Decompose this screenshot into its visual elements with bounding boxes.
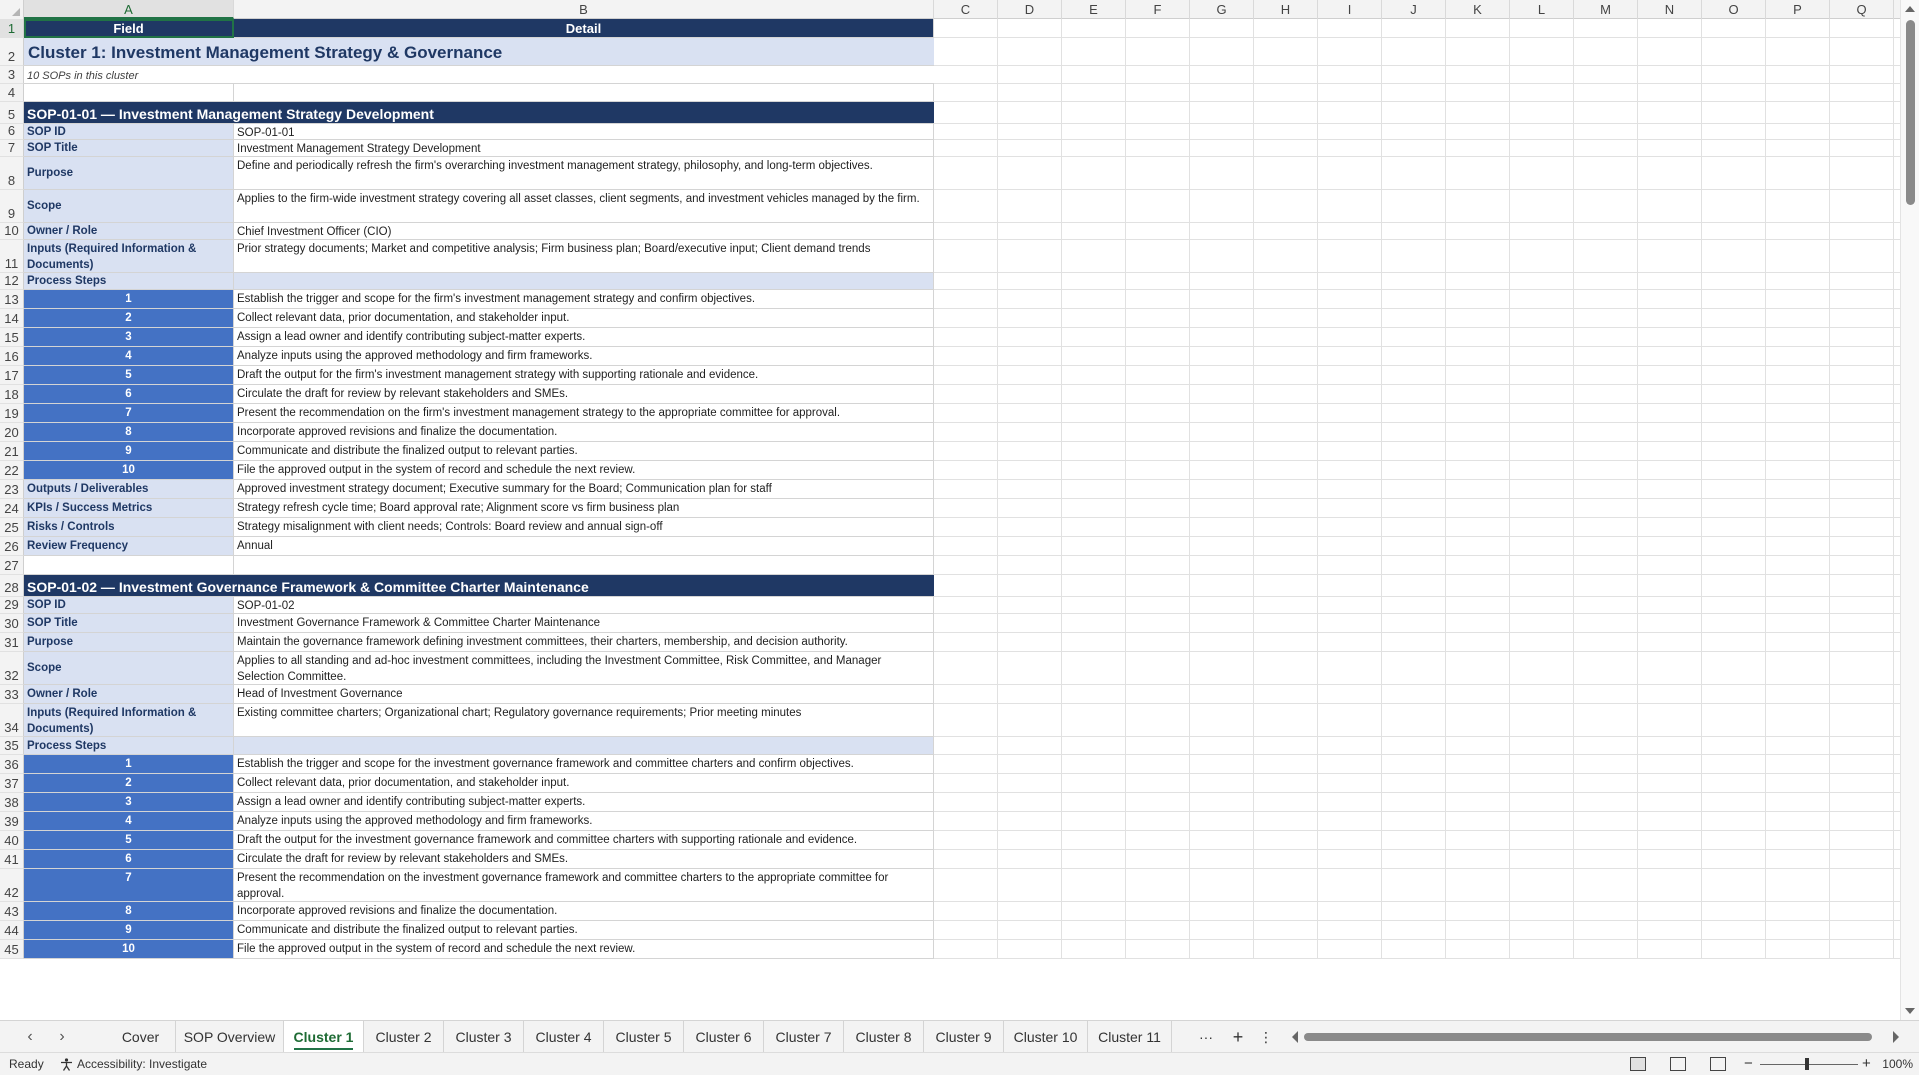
column-header-i[interactable]: I <box>1318 0 1382 19</box>
empty-cells[interactable] <box>934 404 1900 423</box>
more-sheets-icon[interactable]: ··· <box>1199 1029 1213 1045</box>
sheet-row <box>0 102 1900 124</box>
column-header-b[interactable]: B <box>234 0 934 19</box>
step-number-cell[interactable]: 6 <box>24 850 234 869</box>
sheet-row <box>0 140 1900 157</box>
scroll-down-arrow-icon[interactable] <box>1905 1008 1915 1014</box>
cluster-title-cell[interactable]: Cluster 1: Investment Management Strategy & Governance <box>24 38 934 66</box>
row-number[interactable]: 1 <box>0 19 24 38</box>
step-text-cell[interactable]: Establish the trigger and scope for the investment governance framework and committee charters and confirm objectives. <box>234 755 934 774</box>
sheet-tab-label: Cover <box>121 1029 160 1045</box>
sheet-row <box>0 223 1900 240</box>
step-number-cell[interactable]: 10 <box>24 461 234 480</box>
accessibility-button[interactable] <box>60 1057 207 1071</box>
zoom-in-icon[interactable]: + <box>1862 1055 1871 1072</box>
row-number[interactable]: 6 <box>0 124 24 140</box>
row-number[interactable]: 9 <box>0 190 24 223</box>
blank-cell[interactable] <box>24 84 234 102</box>
row-number[interactable]: 45 <box>0 940 24 959</box>
field-label-cell[interactable]: Scope <box>24 652 234 685</box>
sheet-tab-cluster-8[interactable] <box>844 1021 924 1053</box>
sheet-tab-cluster-2[interactable] <box>364 1021 444 1053</box>
vertical-scrollbar[interactable] <box>1900 0 1919 1020</box>
sheet-row <box>0 366 1900 385</box>
field-label-cell[interactable]: Purpose <box>24 633 234 652</box>
scroll-right-arrow-icon[interactable] <box>1893 1031 1899 1043</box>
sheet-tab-label: Cluster 3 <box>455 1029 512 1045</box>
field-label-cell[interactable]: Inputs (Required Information & Documents) <box>24 704 234 737</box>
field-value-cell[interactable]: Existing committee charters; Organizational chart; Regulatory governance requirements; Prior meeting minutes <box>234 704 934 737</box>
step-text-cell[interactable]: Communicate and distribute the finalized output to relevant parties. <box>234 921 934 940</box>
step-number-cell[interactable]: 2 <box>24 309 234 328</box>
cluster-note-cell[interactable]: 10 SOPs in this cluster <box>24 66 934 84</box>
column-header-k[interactable]: K <box>1446 0 1510 19</box>
row-number[interactable]: 26 <box>0 537 24 556</box>
empty-cells[interactable] <box>934 290 1900 309</box>
sheet-row <box>0 124 1900 140</box>
row-number[interactable]: 10 <box>0 223 24 240</box>
row-number[interactable]: 43 <box>0 902 24 921</box>
empty-cells[interactable] <box>934 499 1900 518</box>
sheet-tab-cluster-10[interactable] <box>1004 1021 1088 1053</box>
sheet-row <box>0 240 1900 273</box>
step-text-cell[interactable]: Establish the trigger and scope for the firm's investment management strategy and confirm objectives. <box>234 290 934 309</box>
row-number[interactable]: 8 <box>0 157 24 190</box>
row-number[interactable]: 15 <box>0 328 24 347</box>
row-number[interactable]: 27 <box>0 556 24 575</box>
field-label-cell[interactable]: KPIs / Success Metrics <box>24 499 234 518</box>
sheet-row <box>0 309 1900 328</box>
select-all-corner[interactable] <box>0 0 24 19</box>
horizontal-scrollbar[interactable] <box>1292 1031 1899 1043</box>
sheet-tab-label: Cluster 7 <box>775 1029 832 1045</box>
step-number-cell[interactable]: 9 <box>24 921 234 940</box>
column-header-f[interactable]: F <box>1126 0 1190 19</box>
sheet-row <box>0 633 1900 652</box>
step-text-cell[interactable]: Communicate and distribute the finalized output to relevant parties. <box>234 442 934 461</box>
row-number[interactable]: 31 <box>0 633 24 652</box>
step-number-cell[interactable]: 7 <box>24 404 234 423</box>
field-label-cell[interactable]: Review Frequency <box>24 537 234 556</box>
column-header-c[interactable]: C <box>934 0 998 19</box>
field-value-cell[interactable]: Define and periodically refresh the firm's overarching investment management strategy, philosophy, and long-term objectives. <box>234 157 934 190</box>
row-number[interactable]: 36 <box>0 755 24 774</box>
step-number-cell[interactable]: 7 <box>24 869 234 902</box>
sheet-row <box>0 66 1900 84</box>
empty-cells[interactable] <box>934 537 1900 556</box>
sheet-tab-cluster-6[interactable] <box>684 1021 764 1053</box>
accessibility-label: Accessibility: Investigate <box>77 1057 208 1071</box>
sheet-row <box>0 190 1900 223</box>
field-value-cell[interactable]: SOP-01-01 <box>234 124 934 140</box>
vertical-scroll-thumb[interactable] <box>1906 20 1915 205</box>
step-text-cell[interactable]: Analyze inputs using the approved methodology and firm frameworks. <box>234 812 934 831</box>
empty-cells[interactable] <box>934 633 1900 652</box>
process-steps-label-cell[interactable]: Process Steps <box>24 273 234 290</box>
row-number[interactable]: 20 <box>0 423 24 442</box>
empty-cells[interactable] <box>934 480 1900 499</box>
field-label-cell[interactable]: Purpose <box>24 157 234 190</box>
empty-cells[interactable] <box>934 850 1900 869</box>
column-header-o[interactable]: O <box>1702 0 1766 19</box>
empty-cells[interactable] <box>934 366 1900 385</box>
field-header-cell[interactable]: Field <box>24 19 234 38</box>
sheet-row <box>0 499 1900 518</box>
sheet-row <box>0 869 1900 902</box>
sheet-tab-bar <box>0 1020 1919 1052</box>
sheet-row <box>0 685 1900 704</box>
sheet-row <box>0 38 1900 66</box>
empty-cells[interactable] <box>934 755 1900 774</box>
blank-cell[interactable] <box>234 84 934 102</box>
status-ready: Ready <box>9 1057 44 1071</box>
step-text-cell[interactable]: Collect relevant data, prior documentation, and stakeholder input. <box>234 774 934 793</box>
field-value-cell[interactable]: Annual <box>234 537 934 556</box>
sheet-row <box>0 347 1900 366</box>
sheet-row <box>0 518 1900 537</box>
step-text-cell[interactable]: Collect relevant data, prior documentation, and stakeholder input. <box>234 309 934 328</box>
page-break-view-icon[interactable] <box>1710 1057 1726 1071</box>
empty-cells[interactable] <box>934 124 1900 140</box>
field-value-cell[interactable]: Chief Investment Officer (CIO) <box>234 223 934 240</box>
sheet-tab-label: Cluster 2 <box>375 1029 432 1045</box>
field-label-cell[interactable]: SOP Title <box>24 140 234 157</box>
field-label-cell[interactable]: Scope <box>24 190 234 223</box>
row-number[interactable]: 4 <box>0 84 24 102</box>
step-text-cell[interactable]: File the approved output in the system of record and schedule the next review. <box>234 461 934 480</box>
column-header-p[interactable]: P <box>1766 0 1830 19</box>
step-text-cell[interactable]: Present the recommendation on the firm's investment management strategy to the appropriate committee for approval. <box>234 404 934 423</box>
column-header-l[interactable]: L <box>1510 0 1574 19</box>
sop-header-cell[interactable]: SOP-01-01 — Investment Management Strategy Development <box>24 102 934 124</box>
column-header-e[interactable]: E <box>1062 0 1126 19</box>
empty-cells[interactable] <box>934 347 1900 366</box>
field-value-cell[interactable]: Maintain the governance framework defining investment committees, their charters, membership, and decision authority. <box>234 633 934 652</box>
step-number-cell[interactable]: 3 <box>24 793 234 812</box>
empty-cells[interactable] <box>934 704 1900 737</box>
empty-cells[interactable] <box>934 518 1900 537</box>
field-label-cell[interactable]: Risks / Controls <box>24 518 234 537</box>
sheet-tab-cluster-4[interactable] <box>524 1021 604 1053</box>
sheet-tab-label: Cluster 1 <box>294 1029 354 1050</box>
empty-cells[interactable] <box>934 328 1900 347</box>
row-number[interactable]: 38 <box>0 793 24 812</box>
sheet-row <box>0 831 1900 850</box>
sheet-row <box>0 442 1900 461</box>
add-sheet-icon[interactable]: + <box>1232 1027 1244 1047</box>
process-steps-label-cell[interactable]: Process Steps <box>24 737 234 755</box>
step-number-cell[interactable]: 5 <box>24 831 234 850</box>
column-header-n[interactable]: N <box>1638 0 1702 19</box>
step-number-cell[interactable]: 5 <box>24 366 234 385</box>
sheet-row <box>0 404 1900 423</box>
empty-cells[interactable] <box>934 812 1900 831</box>
empty-cells[interactable] <box>934 157 1900 190</box>
step-number-cell[interactable]: 1 <box>24 755 234 774</box>
row-number[interactable]: 21 <box>0 442 24 461</box>
field-value-cell[interactable]: Investment Management Strategy Development <box>234 140 934 157</box>
sheet-row <box>0 273 1900 290</box>
sheet-tab-label: Cluster 4 <box>535 1029 592 1045</box>
spreadsheet-grid[interactable] <box>0 19 1900 1020</box>
column-header-g[interactable]: G <box>1190 0 1254 19</box>
step-text-cell[interactable]: File the approved output in the system of record and schedule the next review. <box>234 940 934 959</box>
row-number[interactable]: 39 <box>0 812 24 831</box>
step-number-cell[interactable]: 9 <box>24 442 234 461</box>
empty-cells[interactable] <box>934 309 1900 328</box>
status-bar <box>0 1052 1919 1075</box>
row-number[interactable]: 11 <box>0 240 24 273</box>
zoom-level[interactable]: 100% <box>1882 1057 1913 1071</box>
empty-cells[interactable] <box>934 240 1900 273</box>
sheet-row <box>0 157 1900 190</box>
step-number-cell[interactable]: 2 <box>24 774 234 793</box>
row-number[interactable]: 14 <box>0 309 24 328</box>
blank-cell[interactable] <box>24 556 234 575</box>
empty-cells[interactable] <box>934 774 1900 793</box>
empty-cells[interactable] <box>934 84 1900 102</box>
sheet-tab-cluster-9[interactable] <box>924 1021 1004 1053</box>
row-number[interactable]: 17 <box>0 366 24 385</box>
empty-cells[interactable] <box>934 461 1900 480</box>
tab-options-icon[interactable]: ⋮ <box>1259 1029 1273 1045</box>
column-header-j[interactable]: J <box>1382 0 1446 19</box>
field-label-cell[interactable]: Inputs (Required Information & Documents) <box>24 240 234 273</box>
empty-cells[interactable] <box>934 685 1900 704</box>
row-number[interactable]: 33 <box>0 685 24 704</box>
empty-cells[interactable] <box>934 66 1900 84</box>
sheet-row <box>0 423 1900 442</box>
step-number-cell[interactable]: 8 <box>24 423 234 442</box>
empty-cells[interactable] <box>934 423 1900 442</box>
sheet-row <box>0 575 1900 597</box>
field-value-cell[interactable]: Investment Governance Framework & Committee Charter Maintenance <box>234 614 934 633</box>
sheet-row <box>0 84 1900 102</box>
column-header-bar <box>0 0 1900 19</box>
field-label-cell[interactable]: SOP Title <box>24 614 234 633</box>
sheet-tab-label: Cluster 5 <box>615 1029 672 1045</box>
step-text-cell[interactable]: Circulate the draft for review by relevant stakeholders and SMEs. <box>234 385 934 404</box>
empty-cells[interactable] <box>934 556 1900 575</box>
step-number-cell[interactable]: 10 <box>24 940 234 959</box>
sheet-row <box>0 774 1900 793</box>
sheet-row <box>0 480 1900 499</box>
sheet-row <box>0 737 1900 755</box>
sheet-row <box>0 652 1900 685</box>
row-number[interactable]: 25 <box>0 518 24 537</box>
row-number[interactable]: 18 <box>0 385 24 404</box>
page-layout-view-icon[interactable] <box>1670 1057 1686 1071</box>
row-number[interactable]: 41 <box>0 850 24 869</box>
empty-cells[interactable] <box>934 575 1900 597</box>
row-number[interactable]: 3 <box>0 66 24 84</box>
row-number[interactable]: 42 <box>0 869 24 902</box>
field-label-cell[interactable]: Outputs / Deliverables <box>24 480 234 499</box>
empty-cells[interactable] <box>934 940 1900 959</box>
row-number[interactable]: 37 <box>0 774 24 793</box>
sheet-row <box>0 290 1900 309</box>
row-number[interactable]: 12 <box>0 273 24 290</box>
row-number[interactable]: 40 <box>0 831 24 850</box>
step-number-cell[interactable]: 8 <box>24 902 234 921</box>
zoom-slider[interactable] <box>1760 1064 1858 1065</box>
row-number[interactable]: 32 <box>0 652 24 685</box>
sheet-tab-cluster-1[interactable] <box>284 1021 364 1053</box>
empty-cells[interactable] <box>934 869 1900 902</box>
row-number[interactable]: 35 <box>0 737 24 755</box>
empty-cells[interactable] <box>934 614 1900 633</box>
sheet-row <box>0 902 1900 921</box>
process-steps-blank-cell[interactable] <box>234 737 934 755</box>
sheet-tab-label: Cluster 9 <box>935 1029 992 1045</box>
column-header-q[interactable]: Q <box>1830 0 1894 19</box>
column-header-d[interactable]: D <box>998 0 1062 19</box>
sheet-tab-cover[interactable] <box>106 1021 176 1053</box>
sheet-row <box>0 614 1900 633</box>
field-value-cell[interactable]: Approved investment strategy document; Executive summary for the Board; Communication plan for staff <box>234 480 934 499</box>
sheet-tab-label: Cluster 8 <box>855 1029 912 1045</box>
scroll-up-arrow-icon[interactable] <box>1905 6 1915 12</box>
field-label-cell[interactable]: Owner / Role <box>24 223 234 240</box>
sheet-row <box>0 921 1900 940</box>
zoom-slider-thumb[interactable] <box>1805 1058 1809 1070</box>
sheet-tab-cluster-11[interactable] <box>1088 1021 1172 1053</box>
empty-cells[interactable] <box>934 273 1900 290</box>
sheet-tab-label: SOP Overview <box>183 1029 276 1045</box>
step-number-cell[interactable]: 4 <box>24 812 234 831</box>
sheet-row <box>0 850 1900 869</box>
row-number[interactable]: 13 <box>0 290 24 309</box>
row-number[interactable]: 7 <box>0 140 24 157</box>
blank-cell[interactable] <box>234 556 934 575</box>
row-number[interactable]: 28 <box>0 575 24 597</box>
empty-cells[interactable] <box>934 793 1900 812</box>
empty-cells[interactable] <box>934 38 1900 66</box>
sheet-row <box>0 385 1900 404</box>
empty-cells[interactable] <box>934 102 1900 124</box>
sheet-row <box>0 793 1900 812</box>
detail-header-cell[interactable]: Detail <box>234 19 934 38</box>
row-number[interactable]: 34 <box>0 704 24 737</box>
step-text-cell[interactable]: Assign a lead owner and identify contributing subject-matter experts. <box>234 328 934 347</box>
sheet-row <box>0 755 1900 774</box>
accessibility-icon <box>60 1058 73 1071</box>
step-text-cell[interactable]: Draft the output for the firm's investment management strategy with supporting rationale and evidence. <box>234 366 934 385</box>
sheet-tab-label: Cluster 6 <box>695 1029 752 1045</box>
empty-cells[interactable] <box>934 921 1900 940</box>
row-number[interactable]: 23 <box>0 480 24 499</box>
empty-cells[interactable] <box>934 190 1900 223</box>
step-text-cell[interactable]: Incorporate approved revisions and finalize the documentation. <box>234 902 934 921</box>
normal-view-icon[interactable] <box>1630 1057 1646 1071</box>
step-number-cell[interactable]: 4 <box>24 347 234 366</box>
row-number[interactable]: 16 <box>0 347 24 366</box>
row-number[interactable]: 19 <box>0 404 24 423</box>
empty-cells[interactable] <box>934 223 1900 240</box>
sop-header-cell[interactable]: SOP-01-02 — Investment Governance Framework & Committee Charter Maintenance <box>24 575 934 597</box>
sheet-row <box>0 812 1900 831</box>
sheet-row <box>0 597 1900 614</box>
sheet-row <box>0 328 1900 347</box>
field-value-cell[interactable]: Prior strategy documents; Market and competitive analysis; Firm business plan; Board/executive input; Client demand trends <box>234 240 934 273</box>
field-value-cell[interactable]: Applies to all standing and ad-hoc investment committees, including the Investment Committee, Risk Committee, and Manager Selection Committee. <box>234 652 934 685</box>
row-number[interactable]: 44 <box>0 921 24 940</box>
sheet-row <box>0 19 1900 38</box>
step-number-cell[interactable]: 6 <box>24 385 234 404</box>
row-number[interactable]: 2 <box>0 38 24 66</box>
empty-cells[interactable] <box>934 902 1900 921</box>
sheet-row <box>0 940 1900 959</box>
step-text-cell[interactable]: Analyze inputs using the approved methodology and firm frameworks. <box>234 347 934 366</box>
sheet-row <box>0 537 1900 556</box>
row-number[interactable]: 30 <box>0 614 24 633</box>
empty-cells[interactable] <box>934 19 1900 38</box>
empty-cells[interactable] <box>934 442 1900 461</box>
sheet-row <box>0 556 1900 575</box>
step-text-cell[interactable]: Circulate the draft for review by relevant stakeholders and SMEs. <box>234 850 934 869</box>
field-label-cell[interactable]: SOP ID <box>24 124 234 140</box>
field-label-cell[interactable]: SOP ID <box>24 597 234 614</box>
next-sheet-chevron-icon[interactable]: › <box>59 1028 65 1045</box>
column-header-h[interactable]: H <box>1254 0 1318 19</box>
field-value-cell[interactable]: Applies to the firm-wide investment strategy covering all asset classes, client segments, and investment vehicles managed by the firm. <box>234 190 934 223</box>
column-header-a[interactable]: A <box>24 0 234 19</box>
empty-cells[interactable] <box>934 737 1900 755</box>
field-value-cell[interactable]: SOP-01-02 <box>234 597 934 614</box>
zoom-out-icon[interactable]: − <box>1744 1055 1753 1072</box>
row-number[interactable]: 29 <box>0 597 24 614</box>
column-header-m[interactable]: M <box>1574 0 1638 19</box>
field-value-cell[interactable]: Strategy refresh cycle time; Board approval rate; Alignment score vs firm business plan <box>234 499 934 518</box>
empty-cells[interactable] <box>934 140 1900 157</box>
prev-sheet-chevron-icon[interactable]: ‹ <box>27 1028 33 1045</box>
scroll-left-arrow-icon[interactable] <box>1292 1031 1298 1043</box>
field-value-cell[interactable]: Strategy misalignment with client needs; Controls: Board review and annual sign-off <box>234 518 934 537</box>
empty-cells[interactable] <box>934 385 1900 404</box>
empty-cells[interactable] <box>934 652 1900 685</box>
step-text-cell[interactable]: Assign a lead owner and identify contributing subject-matter experts. <box>234 793 934 812</box>
step-number-cell[interactable]: 3 <box>24 328 234 347</box>
process-steps-blank-cell[interactable] <box>234 273 934 290</box>
sheet-tab-label: Cluster 11 <box>1098 1029 1161 1045</box>
step-text-cell[interactable]: Draft the output for the investment governance framework and committee charters with supporting rationale and evidence. <box>234 831 934 850</box>
sheet-row <box>0 461 1900 480</box>
sheet-tab-label: Cluster 10 <box>1013 1029 1078 1045</box>
field-label-cell[interactable]: Owner / Role <box>24 685 234 704</box>
field-value-cell[interactable]: Head of Investment Governance <box>234 685 934 704</box>
horizontal-scroll-thumb[interactable] <box>1304 1033 1872 1041</box>
step-number-cell[interactable]: 1 <box>24 290 234 309</box>
step-text-cell[interactable]: Incorporate approved revisions and finalize the documentation. <box>234 423 934 442</box>
sheet-row <box>0 704 1900 737</box>
empty-cells[interactable] <box>934 831 1900 850</box>
sheet-tab-sop-overview[interactable] <box>176 1021 284 1053</box>
row-number[interactable]: 22 <box>0 461 24 480</box>
row-number[interactable]: 24 <box>0 499 24 518</box>
sheet-tab-cluster-7[interactable] <box>764 1021 844 1053</box>
row-number[interactable]: 5 <box>0 102 24 124</box>
empty-cells[interactable] <box>934 597 1900 614</box>
sheet-tab-cluster-5[interactable] <box>604 1021 684 1053</box>
step-text-cell[interactable]: Present the recommendation on the investment governance framework and committee charters to the appropriate committee for approval. <box>234 869 934 902</box>
sheet-tab-cluster-3[interactable] <box>444 1021 524 1053</box>
